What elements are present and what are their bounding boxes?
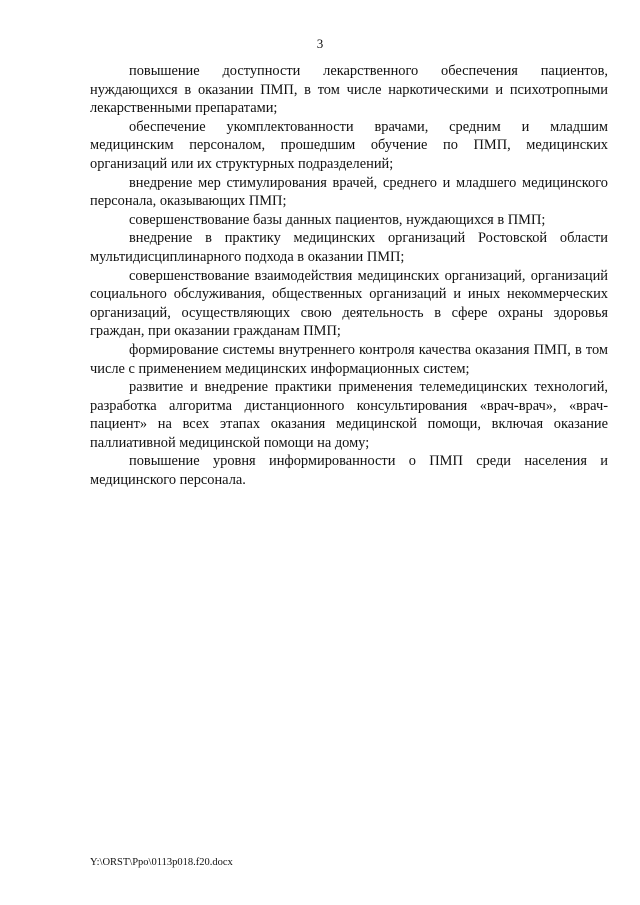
paragraph-quality-control: формирование системы внутреннего контроля качества оказания ПМП, в том числе с применением медицинских информационных систем; bbox=[90, 341, 608, 377]
paragraph-awareness: повышение уровня информированности о ПМП среди населения и медицинского персонала. bbox=[90, 453, 608, 489]
paragraph-multidisciplinary-approach: внедрение в практику медицинских организаций Ростовской области мультидисциплинарного подхода в оказании ПМП; bbox=[90, 230, 608, 265]
paragraph-staffing: обеспечение укомплектованности врачами, средним и младшим медицинским персоналом, прошедшим обучение по ПМП, медицинских организаций или их структурных подразделений; bbox=[90, 118, 608, 172]
page-number: 3 bbox=[316, 36, 324, 51]
paragraph-incentives: внедрение мер стимулирования врачей, среднего и младшего медицинского персонала, оказывающих ПМП; bbox=[90, 174, 608, 210]
paragraph-patient-database: совершенствование базы данных пациентов, нуждающихся в ПМП; bbox=[129, 211, 546, 228]
paragraph-interaction: совершенствование взаимодействия медицинских организаций, организаций социального обслуживания, общественных организаций и иных некоммерческих организаций, осуществляющих свою деятельность в сфере охраны здоровья граждан, при оказании гражданам ПМП; bbox=[90, 267, 608, 340]
footer-file-path: Y:\ORST\Ppo\0113p018.f20.docx bbox=[90, 857, 233, 868]
paragraph-telemedicine: развитие и внедрение практики применения телемедицинских технологий, разработка алгоритма дистанционного консультирования «врач-врач», «врач-пациент» на всех этапах оказания медицинской помощи, включая оказание паллиативной медицинской помощи на дому; bbox=[90, 379, 608, 451]
document-body bbox=[90, 62, 608, 490]
paragraph-access-to-medicines: повышение доступности лекарственного обеспечения пациентов, нуждающихся в оказании ПМП, в том числе наркотическими и психотропными лекарственными препаратами; bbox=[90, 63, 608, 117]
